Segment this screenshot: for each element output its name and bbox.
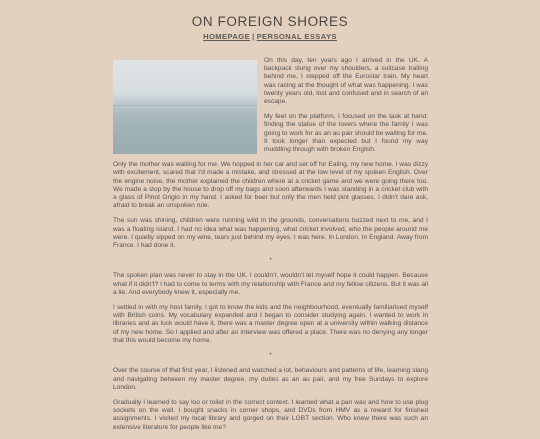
article-paragraph: My feet on the platform, I focused on the task at hand: finding the statue of the lovers where the family I was going to work for as an au pair should be waiting for me. It took longer than expected but I found my way muddling through with broken English. [264,113,428,154]
section-divider: * [269,257,272,265]
article-paragraph: Gradually I learned to say loo or toilet in the correct context. I learned what a pan was and how to use plug sockets on the wall. I bought snacks in corner shops, and DVDs from HMV as a reward for finished assignments. I visited my local library and gorged on their LGBT section. Who knew there was such an extensive literature for people like me? [113,398,428,431]
sea-horizon-photo [113,60,257,154]
article-paragraph: On this day, ten years ago I arrived in the UK. A backpack slung over my shoulders, a suitcase trailing behind me, I stepped off the Eurostar train. My heart was racing at the thought of what was happening. I was twenty years old, lost and confused and in search of an escape. [264,57,428,106]
site-nav [0,32,540,41]
nav-separator: | [252,32,255,41]
nav-link-homepage[interactable]: HOMEPAGE [203,32,251,41]
article-paragraph: Only the mother was waiting for me. We hopped in her car and set off for Ealing, my new home. I was dizzy with excitement, scared that I'd made a mistake, and stressed at the low level of my spoken English. Over the engine noise, the mother explained the children where at a cricket game and we were going there too. We made a stop by the house to drop off my bags and soon afterwards I was standing in a cricket club with a glass of Pinot Grigio in my hand. I asked for beer but only the men held pint glasses. I didn't dare ask, afraid to break an unspoken rule. [113,161,428,210]
site-title: ON FOREIGN SHORES [191,14,349,29]
article-paragraph: The spoken plan was never to stay in the UK. I couldn't, wouldn't let myself hope it could happen. Because what if it didn't? I had to come to terms with my relationship with France and my fellow citizens. But it was all a lie. And everybody knew it, especially me. [113,272,428,296]
article-paragraph: Over the course of that first year, I listened and watched a lot, behaviours and patterns of life, learning slang and navigating between my master degree, my duties as an au pair, and my free Sundays to explore London. [113,367,428,391]
section-divider: * [269,352,272,360]
article-paragraph: The sun was shining, children were running wild in the grounds, conversations buzzed next to me, and I was a floating island. I had no idea what was happening, what cricket involved, who the people around me were. I quietly sipped on my wine, tears just behind my eyes. I was here. In London. In England. Away from France. I had done it. [113,217,428,250]
nav-link-personal-essays[interactable]: PERSONAL ESSAYS [256,32,337,41]
article-paragraph: I settled in with my host family, I got to know the kids and the neighbourhood, eventually familiarised myself with British coins. My vocabulary expanded and I began to consider studying again. I wanted to work in libraries and as luck would have it, there was a master degree open at a university within walking distance of my new home. So I applied and after an interview was offered a place. There was no denying any longer that this would become my home. [113,304,428,344]
article-body [113,57,428,439]
